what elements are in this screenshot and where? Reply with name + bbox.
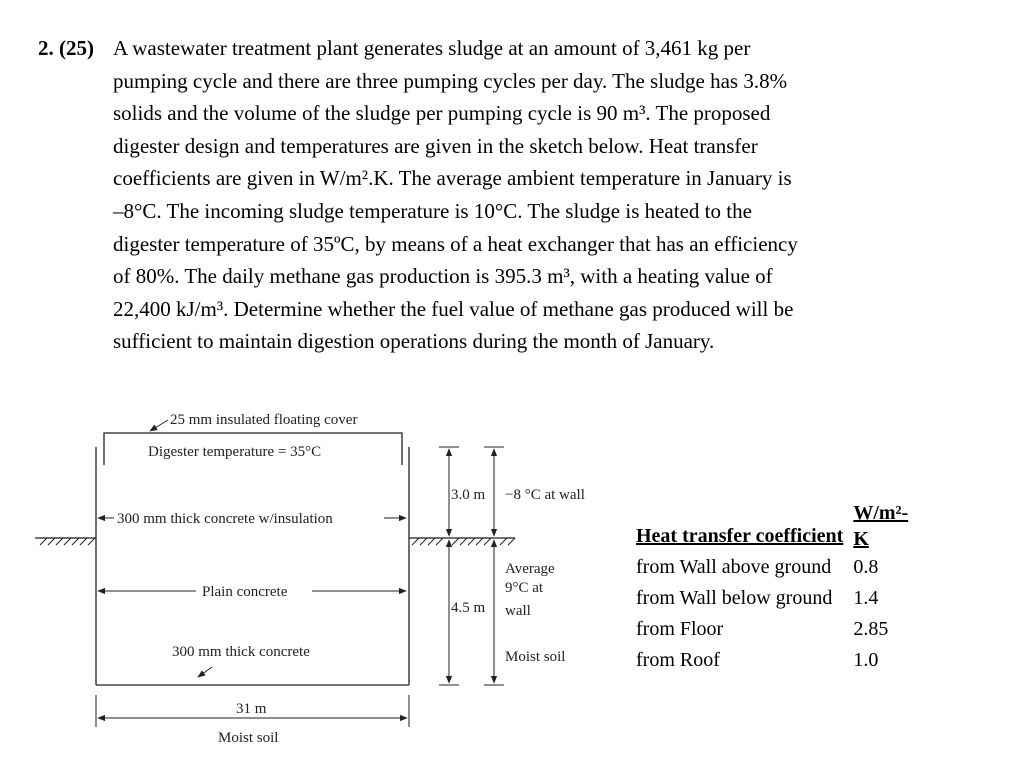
avg-temp-line-2: 9°C at (505, 580, 544, 596)
coef-unit-line-1: W/m²- (853, 502, 909, 524)
coef-row (636, 583, 908, 614)
coef-row-value: 1.0 (853, 649, 879, 671)
coef-row-label: from Roof (636, 649, 720, 671)
floor-label: 300 mm thick concrete (172, 644, 310, 660)
avg-temp-line-1: Average (505, 561, 555, 577)
avg-temp-line-3: wall (505, 603, 531, 619)
height-below-label: 4.5 m (451, 600, 486, 616)
digester-sketch (0, 395, 640, 765)
coef-row-label: from Wall above ground (636, 556, 832, 578)
coef-unit (843, 500, 908, 552)
cover-label: 25 mm insulated floating cover (170, 412, 358, 428)
problem-line: –8°C. The incoming sludge temperature is 10°C. The sludge is heated to the (113, 198, 752, 223)
coef-row-label: from Floor (636, 618, 724, 640)
problem-text (113, 32, 938, 358)
ground-hatch-right (412, 538, 515, 545)
coef-row-label: from Wall below ground (636, 587, 833, 609)
floor-leader (198, 667, 212, 677)
coef-row (636, 645, 908, 676)
problem-line: pumping cycle and there are three pumping cycles per day. The sludge has 3.8% (113, 68, 788, 93)
problem-statement (38, 32, 938, 358)
problem-line: sufficient to maintain digestion operations during the month of January. (113, 329, 715, 354)
digester-temp-label: Digester temperature = 35°C (148, 444, 322, 460)
plain-concrete-label: Plain concrete (202, 584, 288, 600)
problem-number: 2. (25) (38, 36, 94, 60)
problem-line: of 80%. The daily methane gas production is 395.3 m³, with a heating value of (113, 264, 773, 289)
coef-row-value: 0.8 (853, 556, 879, 578)
bottom-soil-label: Moist soil (218, 730, 279, 746)
problem-line: 22,400 kJ/m³. Determine whether the fuel value of methane gas produced will be (113, 296, 794, 321)
ground-hatch-left (40, 538, 95, 545)
coefficient-table (636, 500, 908, 676)
coef-unit-line-2: K (853, 528, 869, 550)
problem-line: digester temperature of 35ºC, by means of a heat exchanger that has an efficiency (113, 231, 798, 256)
coef-header: Heat transfer coefficient (636, 525, 844, 547)
wall-label: 300 mm thick concrete w/insulation (117, 511, 333, 527)
coef-row (636, 614, 908, 645)
problem-line: A wastewater treatment plant generates sludge at an amount of 3,461 kg per (113, 36, 751, 60)
problem-line: digester design and temperatures are given in the sketch below. Heat transfer (113, 133, 758, 158)
coef-row-value: 2.85 (853, 618, 889, 640)
cover-leader (150, 420, 168, 431)
problem-line: solids and the volume of the sludge per pumping cycle is 90 m³. The proposed (113, 101, 771, 126)
width-label: 31 m (236, 701, 267, 717)
coef-row (636, 552, 908, 583)
coef-row-value: 1.4 (853, 587, 879, 609)
side-soil-label: Moist soil (505, 649, 566, 665)
height-above-label: 3.0 m (451, 487, 486, 503)
wall-temp-label: −8 °C at wall (505, 487, 585, 503)
problem-line: coefficients are given in W/m².K. The average ambient temperature in January is (113, 166, 792, 191)
